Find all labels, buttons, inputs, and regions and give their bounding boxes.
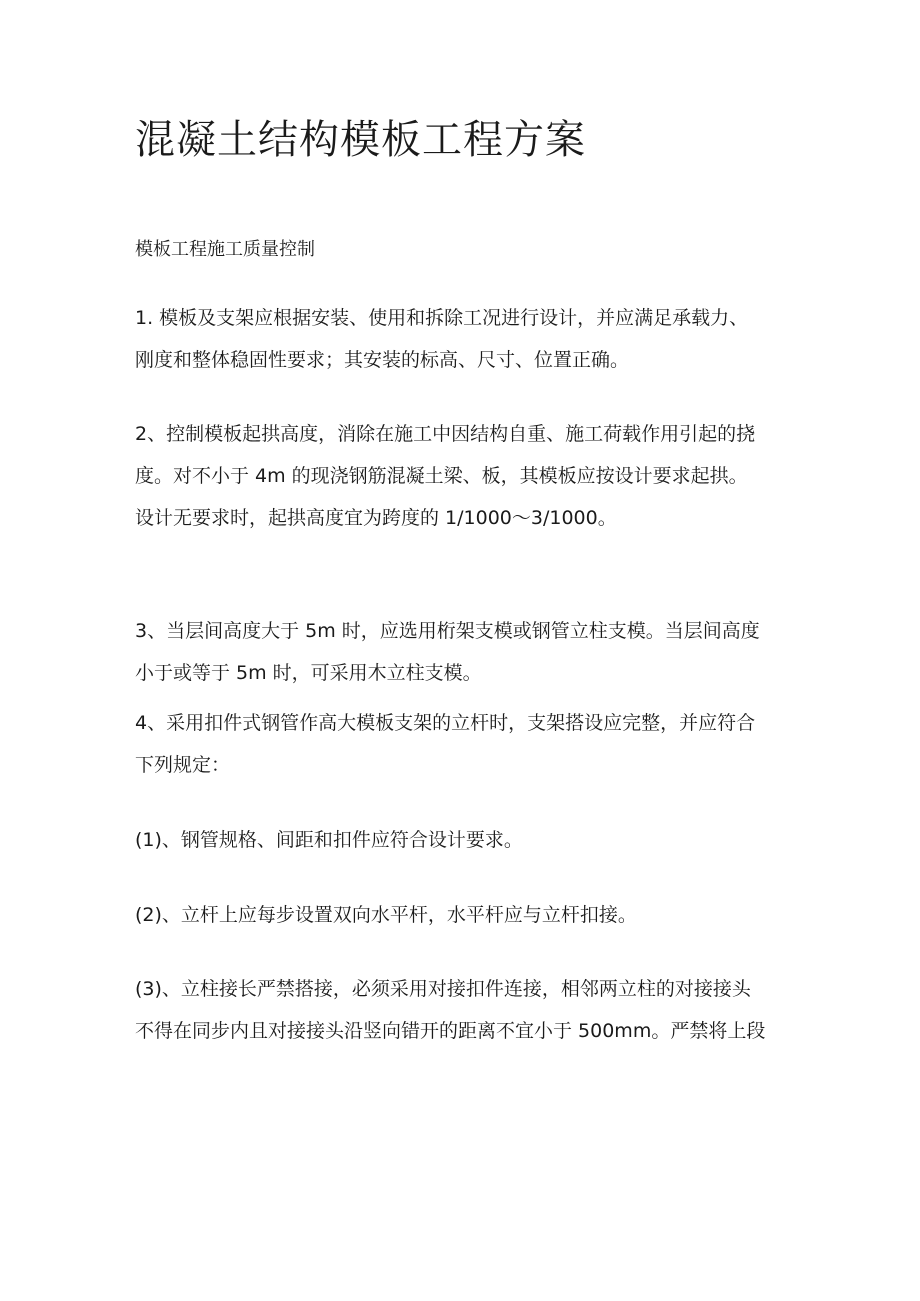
paragraph-line: 下列规定： [135, 754, 231, 776]
paragraph-2 [135, 413, 790, 539]
paragraph-line: (1)、钢管规格、间距和扣件应符合设计要求。 [135, 829, 523, 851]
paragraph-line: 小于或等于 5m 时，可采用木立柱支模。 [135, 662, 482, 684]
document-title: 混凝土结构模板工程方案 [135, 117, 586, 163]
paragraph-line: (2)、立杆上应每步设置双向水平杆，水平杆应与立杆扣接。 [135, 904, 637, 926]
paragraph-1 [135, 297, 790, 381]
paragraph-line: 1. 模板及支架应根据安装、使用和拆除工况进行设计，并应满足承载力、 [135, 307, 749, 329]
paragraph-line: 度。对不小于 4m 的现浇钢筋混凝土梁、板，其模板应按设计要求起拱。 [135, 465, 748, 487]
paragraph-line: 4、采用扣件式钢管作高大模板支架的立杆时，支架搭设应完整，并应符合 [135, 712, 756, 734]
paragraph-6 [135, 894, 790, 936]
paragraph-7 [135, 968, 790, 1052]
paragraph-line: 设计无要求时，起拱高度宜为跨度的 1/1000～3/1000。 [135, 507, 617, 529]
paragraph-line: 3、当层间高度大于 5m 时，应选用桁架支模或钢管立柱支模。当层间高度 [135, 620, 760, 642]
paragraph-3 [135, 610, 790, 694]
section-heading: 模板工程施工质量控制 [135, 239, 315, 260]
paragraph-5 [135, 819, 790, 861]
paragraph-4 [135, 702, 790, 786]
paragraph-line: (3)、立柱接长严禁搭接，必须采用对接扣件连接，相邻两立柱的对接接头 [135, 978, 751, 1000]
paragraph-line: 刚度和整体稳固性要求；其安装的标高、尺寸、位置正确。 [135, 349, 630, 371]
paragraph-line: 不得在同步内且对接接头沿竖向错开的距离不宜小于 500mm。严禁将上段 [135, 1020, 766, 1042]
paragraph-line: 2、控制模板起拱高度，消除在施工中因结构自重、施工荷载作用引起的挠 [135, 423, 756, 445]
